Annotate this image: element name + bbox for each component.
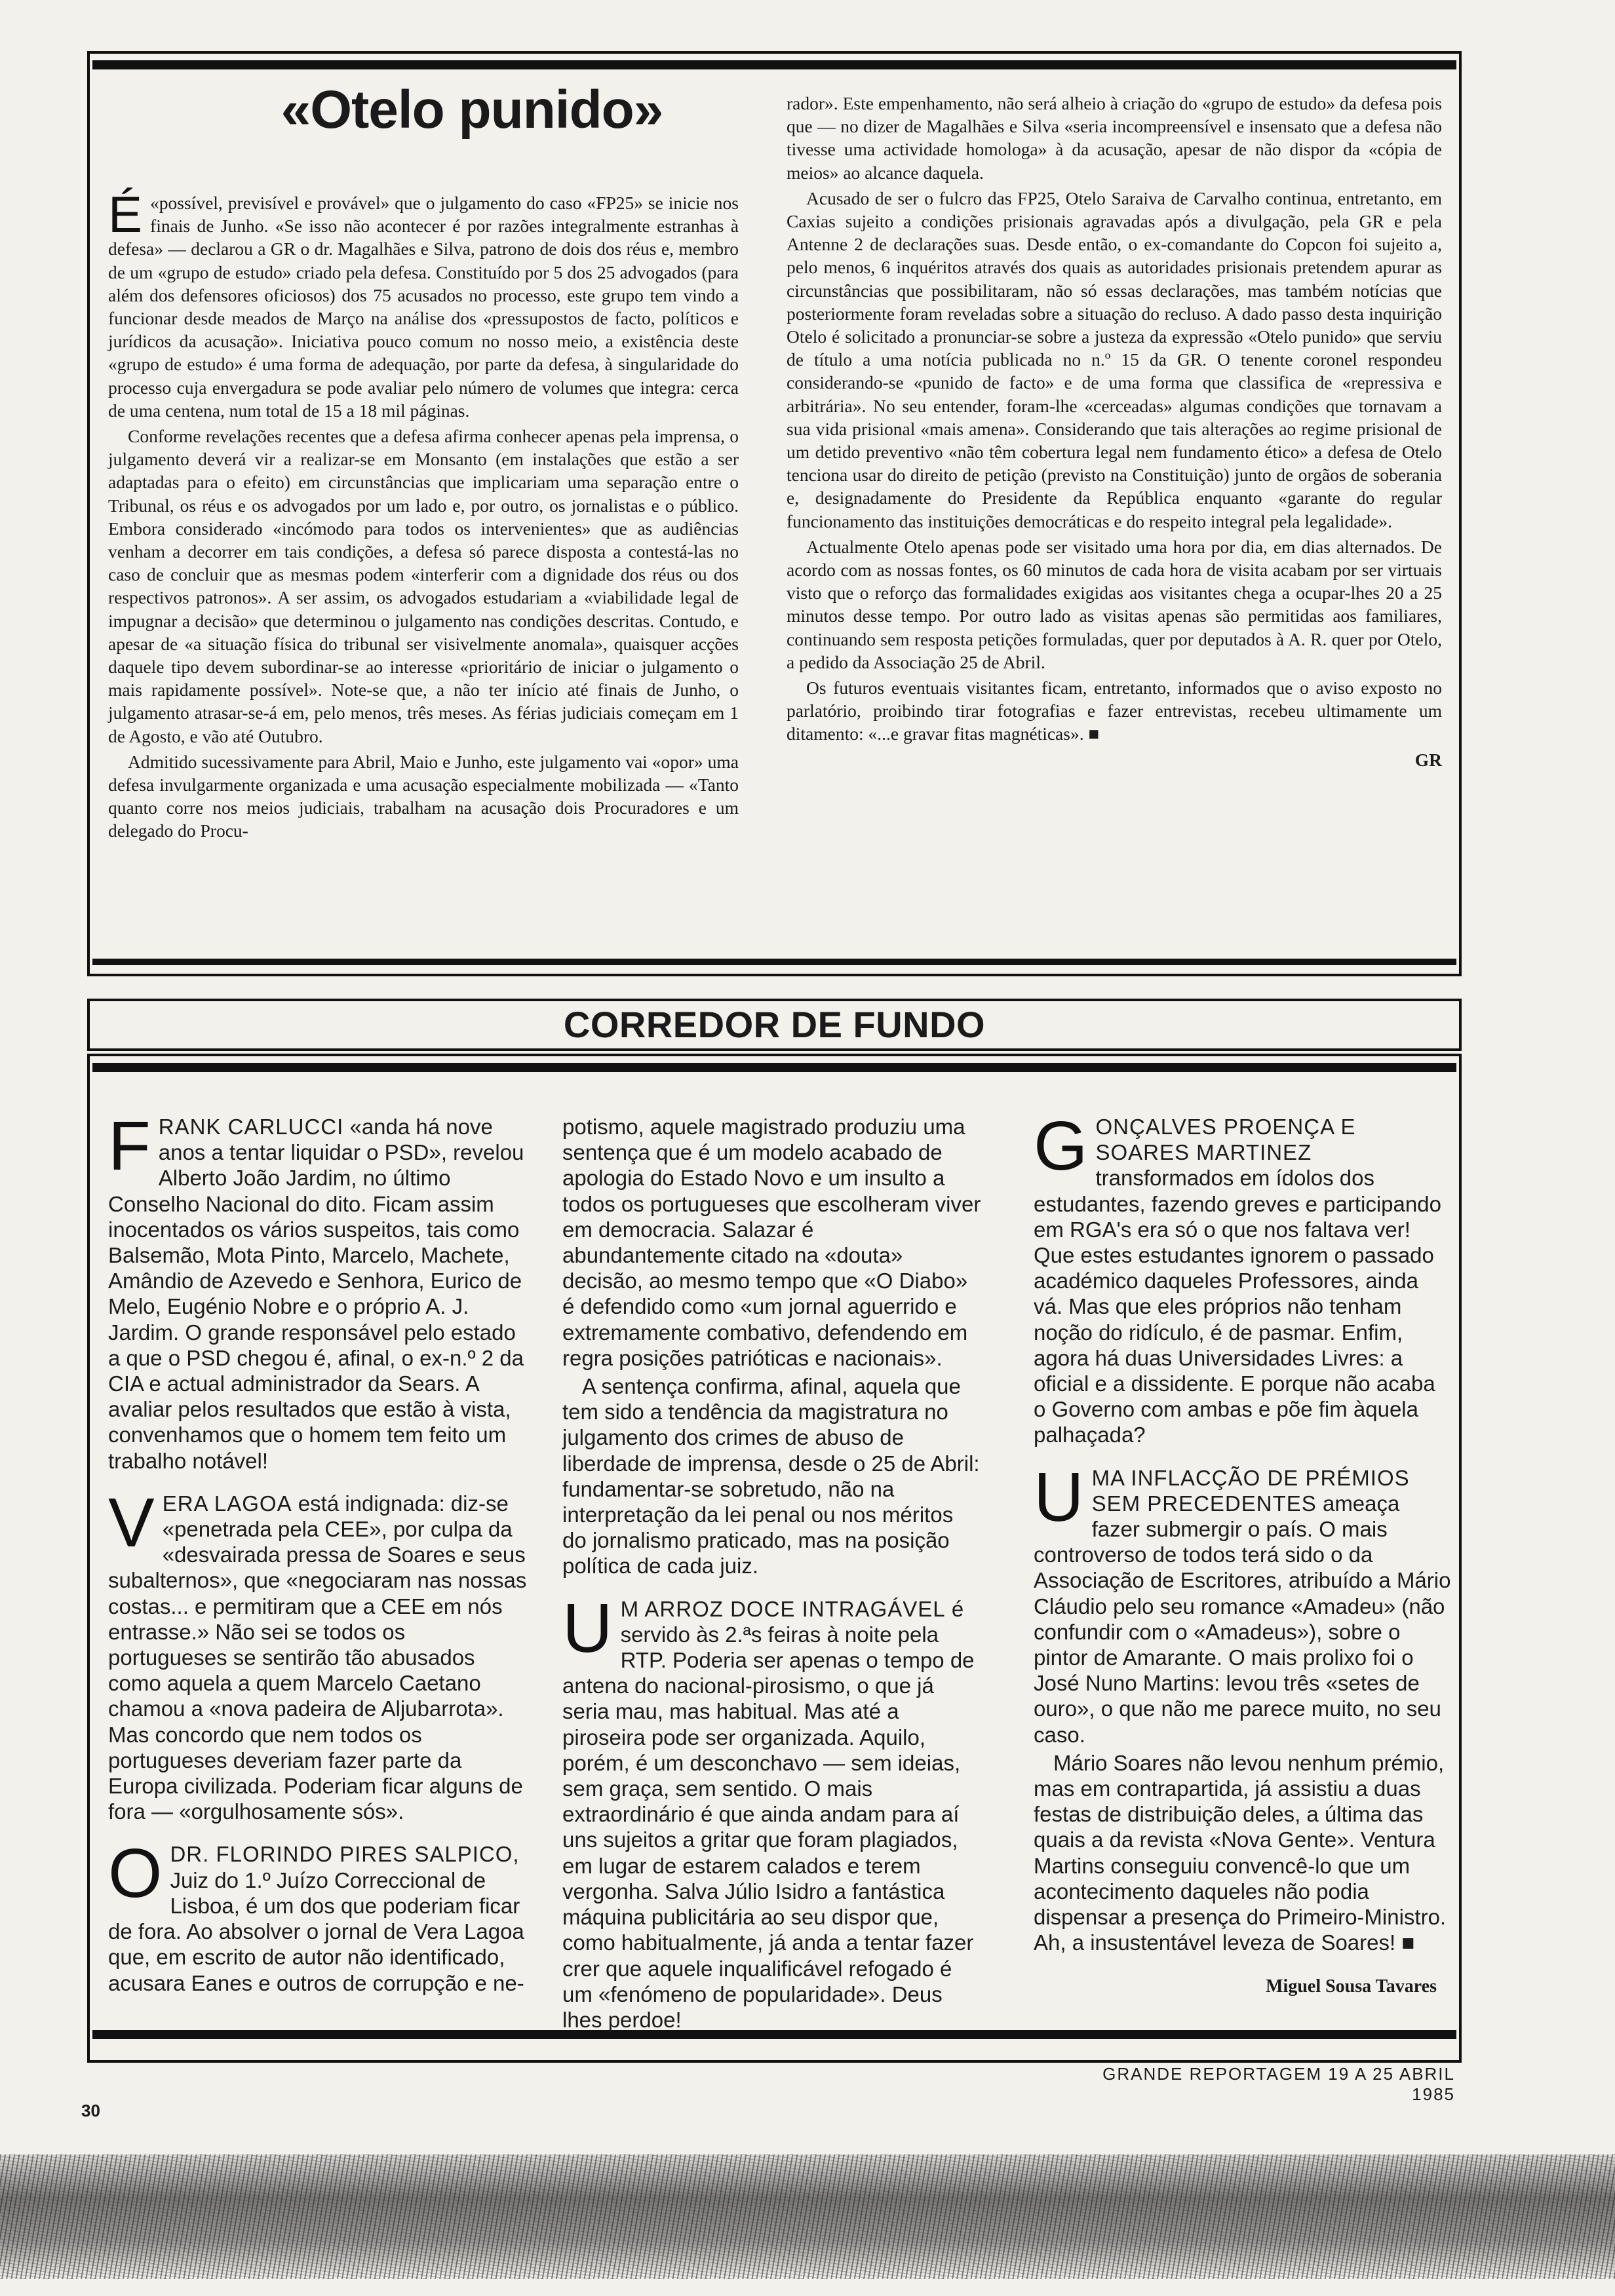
section-title: CORREDOR DE FUNDO	[563, 1004, 986, 1045]
item-lead: M ARROZ DOCE INTRAGÁVEL	[620, 1596, 946, 1621]
paragraph: A sentença confirma, afinal, aquela que tem sido a tendência da magistratura no julgamento dos crimes de abuso de liberdade de imprensa, desde o 25 de Abril: fundamentar-se sobretudo, não na interpretação da lei penal ou nos méritos do jornalismo praticado, mas na posição política de cada juiz.	[562, 1374, 980, 1578]
paragraph: Actualmente Otelo apenas pode ser visitado uma hora por dia, em dias alternados. De acordo com as nossas fontes, os 60 minutos de cada hora de visita acabam por ser virtuais visto que o reforço das formalidades exigidas aos visitantes chega a ocupar-lhes 20 a 25 minutos desse tempo. Por outro lado as visitas apenas são permitidas aos familiares, continuando sem resposta petições formuladas, quer por deputados à A. R. quer por Otelo, a pedido da Associação 25 de Abril.	[787, 536, 1442, 672]
paragraph: «possível, previsível e provável» que o julgamento do caso «FP25» se inicie nos finais de Junho. «Se isso não acontecer é por razões integralmente estranhas à defesa» — declarou a GR o dr. Magalhães e Silva, patrono de dois dos réus e, membro de um «grupo de estudo» criado pela defesa. Constituído por 5 dos 25 advogados (para além dos defensores oficiosos) dos 75 acusados no processo, este grupo tem vindo a funcionar desde meados de Março na análise dos «pressupostos de facto, políticos e jurídicos da acusação». Iniciativa pouco comum no nosso meio, a existência deste «grupo de estudo» é uma forma de adequação, por parte da defesa, à singularidade do processo cuja envergadura se pode avaliar pelo número de volumes que integra: cerca de uma centena, num total de 15 a 18 mil páginas.	[108, 193, 739, 421]
top-rule	[92, 1063, 1456, 1072]
paragraph: Conforme revelações recentes que a defesa afirma conhecer apenas pela imprensa, o julgamento deverá vir a realizar-se em Monsanto (em instalações que estão a ser adaptadas para o efeito) em circunstâncias que implicariam uma separação entre o Tribunal, os réus e os advogados por um lado e, por outro, os jornalistas e o público. Embora considerado «incómodo para todos os intervenientes» que as audiências venham a decorrer em tais condições, a defesa só parece disposta a contestá-las no caso de concluir que as mesmas podem «interferir com a dignidade dos réus ou dos respectivos patronos». A ser assim, os advogados estudariam a «viabilidade legal de impugnar a decisão» que determinou o julgamento nas condições descritas. Contudo, e apesar de «a situação física do tribunal ser visivelmente anomala», quaisquer acções daquele tipo devem subordinar-se ao interesse «prioritário de iniciar o julgamento o mais rapidamente possível». Note-se que, a não ter início até finais de Junho, o julgamento atrasar-se-á em, pelo menos, três meses. As férias judiciais começam em 1 de Agosto, e vão até Outubro.	[108, 426, 739, 746]
article-signature: GR	[1414, 749, 1442, 770]
item-salpico-continued	[562, 1114, 982, 1579]
drop-cap: U	[562, 1589, 613, 1667]
paragraph: Admitido sucessivamente para Abril, Maio e Junho, este julgamento vai «opor» uma defesa invulgarmente organizada e uma acusação especialmente mobilizada — «Tanto quanto corre nos meios judiciais, trabalham na acusação dois Procuradores e um delegado do Procu-	[108, 751, 739, 841]
corredor-column-3	[1034, 1107, 1453, 1973]
paragraph: Juiz do 1.º Juízo Correccional de Lisboa, é um dos que poderiam ficar de fora. Ao absolver o jornal de Vera Lagoa que, em escrito de autor não identificado, acusara Eanes e outros de corrupção e ne-	[108, 1867, 524, 1995]
drop-cap: U	[1034, 1458, 1084, 1536]
article-title: «Otelo punido»	[281, 80, 663, 140]
item-lead: MA INFLACÇÃO DE PRÉMIOS SEM PRECEDENTES	[1091, 1465, 1410, 1516]
paragraph: Acusado de ser o fulcro das FP25, Otelo Saraiva de Carvalho continua, entretanto, em Caxias sujeito a condições prisionais agravadas após a divulgação, pela GR e pela Antenne 2 de declarações suas. Desde então, o ex-comandante do Copcon foi sujeito a, pelo menos, 6 inquéritos através dos quais as autoridades prisionais pretendem apurar as circunstâncias que possibilitaram, não só essas declarações, mas também notícias que posteriormente foram reveladas sobre a situação do recluso. A dado passo desta inquirição Otelo é solicitado a pronunciar-se sobre a justeza da expressão «Otelo punido» que serviu de título a uma notícia publicada no n.º 15 da GR. O tenente coronel respondeu considerando-se «punido de facto» e de uma forma que classifica de «repressiva e arbitrária». No seu entender, foram-lhe «cerceadas» algumas condições que tornavam a sua vida prisional «mais amena». Considerando que tais alterações ao regime prisional de um detido preventivo «não têm cobertura legal nem fundamento ético» a defesa de Otelo tenciona usar do direito de petição (previsto na Constituição) junto de orgãos de soberania e, designadamente do Presidente da República enquanto «garante do regular funcionamento das instituições democráticas e do respeito integral pela legalidade».	[787, 187, 1442, 531]
drop-cap: G	[1034, 1107, 1088, 1185]
drop-cap: F	[108, 1107, 151, 1185]
otelo-right-column	[787, 92, 1442, 771]
scan-edge-noise	[0, 2154, 1615, 2279]
bottom-rule	[92, 959, 1456, 965]
item-lead: ONÇALVES PROENÇA E SOARES MARTINEZ	[1095, 1115, 1356, 1165]
paragraph: potismo, aquele magistrado produziu uma sentença que é um modelo acabado de apologia do Estado Novo e um insulto a todos os portugueses que escolheram viver em democracia. Salazar é abundantemente citado na «douta» decisão, ao mesmo tempo que «O Diabo» é defendido como «um jornal aguerrido e extremamente combativo, defendendo em regra posições patrióticas e nacionais».	[562, 1115, 981, 1370]
corredor-column-2	[562, 1114, 982, 2050]
item-arroz-doce	[562, 1589, 982, 2033]
item-lead: RANK CARLUCCI	[158, 1115, 344, 1139]
paragraph: é servido às 2.ªs feiras à noite pela RTP. Poderia ser apenas o tempo de antena do nacional-pirosismo, o que já seria mau, mas habitual. Mas até a piroseira pode ser organizada. Aquilo, porém, é um desconchavo — sem ideias, sem graça, sem sentido. O mais extraordinário é que ainda andam para aí uns sujeitos a gritar que foram plagiados, em lugar de estarem calados e terem vergonha. Salva Júlio Isidro a fantástica máquina publicitária ao seu dispor que, como habitualmente, já anda a tentar fazer crer que aquele inqualificável refogado é um «fenómeno de popularidade». Deus lhes perdoe!	[562, 1596, 975, 2032]
item-salpico	[108, 1835, 528, 1995]
item-carlucci	[108, 1107, 528, 1474]
publication-footer: GRANDE REPORTAGEM 19 A 25 ABRIL 1985	[1102, 2064, 1455, 2104]
paragraph: ameaça fazer submergir o país. O mais controverso de todos terá sido o da Associação de Escritores, atribuído a Mário Cláudio pelo seu romance «Amadeu» (não confundir com o «Amadeus»), sobre o pintor de Amarante. O mais prolixo foi o José Nuno Martins: levou três «setes de ouro», o que não me parece muito, no seu caso.	[1034, 1491, 1451, 1747]
paragraph: está indignada: diz-se «penetrada pela CEE», por culpa da «desvairada pressa de Soares e seus subalternos», que «negociaram nas nossas costas... e permitiram que a CEE em nós entrasse.» Não sei se todos os portugueses se sentirão tão abusados como aquela a quem Marcelo Caetano chamou a «nova padeira de Aljubarrota». Mas concordo que nem todos os portugueses deveriam fazer parte da Europa civilizada. Poderiam ficar alguns de fora — «orgulhosamente sós».	[108, 1491, 527, 1824]
paragraph: rador». Este empenhamento, não será alheio à criação do «grupo de estudo» da defesa pois que — no dizer de Magalhães e Silva «seria incompreensível e insensato que a defesa não tivesse uma actividade homologa» à da acusação, apesar de não dispor da «cópia de meios» ao alcance daquela.	[787, 93, 1442, 183]
page-number: 30	[81, 2101, 100, 2120]
item-lead: ERA LAGOA	[162, 1491, 292, 1516]
item-proenca-martinez	[1034, 1107, 1453, 1448]
item-lead: DR. FLORINDO PIRES SALPICO,	[170, 1842, 520, 1867]
drop-cap: O	[108, 1835, 163, 1913]
item-vera-lagoa	[108, 1483, 528, 1825]
paragraph: «anda há nove anos a tentar liquidar o PSD», revelou Alberto João Jardim, no último Conselho Nacional do dito. Ficam assim inocentados os vários suspeitos, tais como Balsemão, Mota Pinto, Marcelo, Machete, Amândio de Azevedo e Senhora, Eurico de Melo, Eugénio Nobre e o próprio A. J. Jardim. O grande responsável pelo estado a que o PSD chegou é, afinal, o ex-n.º 2 da CIA e actual administrador da Sears. A avaliar pelos resultados que estão à vista, convenhamos que o homem tem feito um trabalho notável!	[108, 1115, 524, 1473]
drop-cap: V	[108, 1483, 155, 1561]
otelo-left-column	[108, 185, 739, 845]
author-byline: Miguel Sousa Tavares	[1266, 1976, 1437, 1997]
paragraph: Mário Soares não levou nenhum prémio, mas em contrapartida, já assistiu a duas festas de distribuição deles, a última das quais a da revista «Nova Gente». Ventura Martins conseguiu convencê-lo que um acontecimento daqueles não podia dispensar a presença do Primeiro-Ministro. Ah, a insustentável leveza de Soares! ■	[1034, 1750, 1447, 1955]
top-rule	[92, 60, 1456, 69]
corredor-column-1	[108, 1107, 528, 2013]
paragraph: Os futuros eventuais visitantes ficam, entretanto, informados que o aviso exposto no parlatório, proibindo tirar fotografias e fazer entrevistas, recebeu ultimamente um ditamento: «...e gravar fitas magnéticas». ■	[787, 678, 1442, 744]
paragraph: transformados em ídolos dos estudantes, fazendo greves e participando em RGA's era só o que nos faltava ver! Que estes estudantes ignorem o passado académico daqueles Professores, ainda vá. Mas que eles próprios não tenham noção do ridículo, é de pasmar. Enfim, agora há duas Universidades Livres: a oficial e a dissidente. E porque não acaba o Governo com ambas e põe fim àquela palhaçada?	[1034, 1166, 1441, 1447]
drop-cap: É	[108, 185, 143, 243]
item-premios	[1034, 1458, 1453, 1956]
